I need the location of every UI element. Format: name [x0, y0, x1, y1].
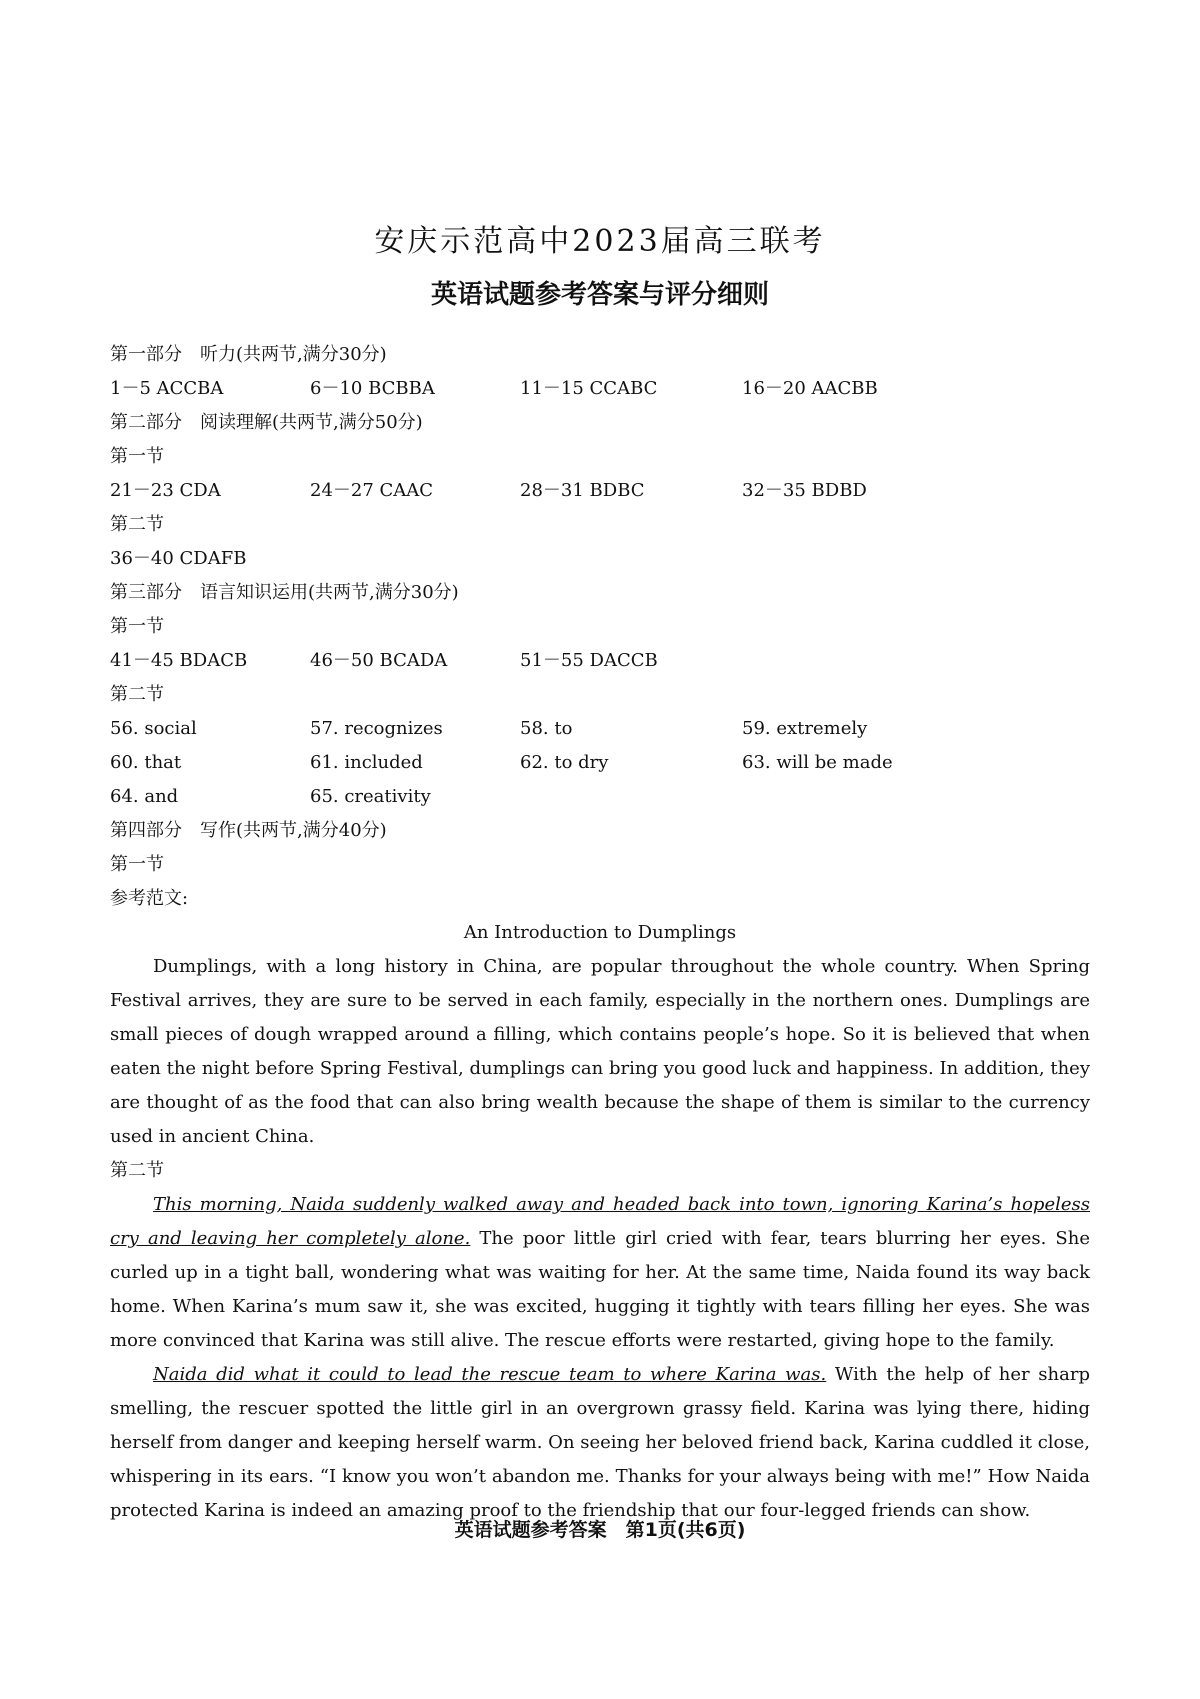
part4-section2-label: 第二节 [110, 1160, 164, 1181]
part4-heading: 第四部分 写作(共两节,满分40分) [110, 820, 387, 841]
answer-group: 11－15 CCABC [520, 378, 658, 399]
continuation-paragraph-2 [110, 1358, 1090, 1528]
answer-group: 41－45 BDACB [110, 650, 248, 671]
paragraph-text: With the help of her sharp smelling, the rescuer spotted the little girl in an overgrown grassy field. Karina was lying there, hiding herself from danger and keeping herself warm. On seeing her beloved friend back, Karina cuddled it close, whispering in its ears. “I know you won’t abandon me. Thanks for your always being with me!” How Naida protected Karina is indeed an amazing proof to the friendship that our four-legged friends can show. [110, 1364, 1090, 1521]
blank-answer: 60. that [110, 752, 182, 773]
underlined-opening-sentence: This morning, Naida suddenly walked away and headed back into town, ignoring Karina’s hopeless cry and leaving her completely alone. [110, 1194, 1090, 1249]
answer-group: 51－55 DACCB [520, 650, 658, 671]
blank-answer: 59. extremely [742, 718, 868, 739]
part2-heading: 第二部分 阅读理解(共两节,满分50分) [110, 412, 423, 433]
blank-answer: 64. and [110, 786, 179, 807]
blank-answer: 58. to [520, 718, 573, 739]
underlined-opening-sentence: Naida did what it could to lead the rescue team to where Karina was. [153, 1364, 827, 1385]
part3-section2-label: 第二节 [110, 684, 164, 705]
essay-title: An Introduction to Dumplings [463, 922, 737, 943]
part1-answers-row [110, 372, 1090, 406]
blank-answer: 62. to dry [520, 752, 609, 773]
answer-group: 28－31 BDBC [520, 480, 645, 501]
sample-essay-label: 参考范文: [110, 888, 189, 909]
continuation-paragraph-1 [110, 1188, 1090, 1358]
blank-answer: 63. will be made [742, 752, 893, 773]
page-footer: 英语试题参考答案 第1页(共6页) [454, 1519, 746, 1541]
blank-answers-row [110, 746, 1090, 780]
answer-group: 21－23 CDA [110, 480, 221, 501]
part3-section1-label: 第一节 [110, 616, 164, 637]
essay-paragraph: Dumplings, with a long history in China, are popular throughout the whole country. When Spring Festival arrives, they are sure to be served in each family, especially in the northern ones. Dumplings are small pieces of dough wrapped around a filling, which contains people’s hope. So it is believed that when eaten the night before Spring Festival, dumplings can bring you good luck and happiness. In addition, they are thought of as the food that can also bring wealth because the shape of them is similar to the currency used in ancient China. [110, 956, 1090, 1147]
part2-answers2-row [110, 542, 1090, 576]
part2-answers-row [110, 474, 1090, 508]
answer-group: 46－50 BCADA [310, 650, 448, 671]
answer-content [110, 338, 1090, 1528]
answer-group: 36－40 CDAFB [110, 548, 247, 569]
answer-group: 6－10 BCBBA [310, 378, 435, 399]
part2-section2-label: 第二节 [110, 514, 164, 535]
blank-answer: 57. recognizes [310, 718, 443, 739]
answer-group: 1－5 ACCBA [110, 378, 224, 399]
blank-answers-row [110, 712, 1090, 746]
blank-answer: 65. creativity [310, 786, 431, 807]
blank-answer: 61. included [310, 752, 423, 773]
paragraph-text: The poor little girl cried with fear, tears blurring her eyes. She curled up in a tight ball, wondering what was waiting for her. At the same time, Naida found its way back home. When Karina’s mum saw it, she was excited, hugging it tightly with tears filling her eyes. She was more convinced that Karina was still alive. The rescue efforts were restarted, giving hope to the family. [110, 1228, 1090, 1351]
answer-group: 24－27 CAAC [310, 480, 434, 501]
part1-heading: 第一部分 听力(共两节,满分30分) [110, 344, 387, 365]
part4-section1-label: 第一节 [110, 854, 164, 875]
part3-heading: 第三部分 语言知识运用(共两节,满分30分) [110, 582, 459, 603]
part3-answers-row [110, 644, 1090, 678]
answer-group: 16－20 AACBB [742, 378, 878, 399]
blank-answer: 56. social [110, 718, 197, 739]
part2-section1-label: 第一节 [110, 446, 164, 467]
blank-answers-row [110, 780, 1090, 814]
answer-group: 32－35 BDBD [742, 480, 867, 501]
document-title: 安庆示范高中2023届高三联考 [374, 224, 826, 259]
document-subtitle: 英语试题参考答案与评分细则 [430, 280, 769, 310]
